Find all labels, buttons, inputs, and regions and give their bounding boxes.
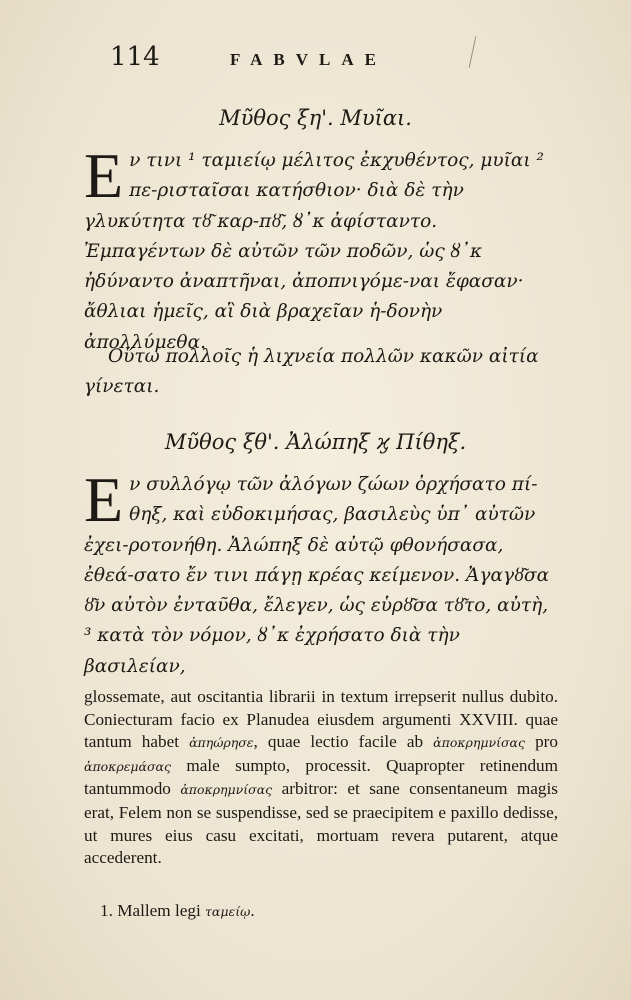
footnote — [100, 901, 255, 921]
note-text: , quae lectio facile ab — [253, 732, 434, 752]
note-greek: ἀποκρημνίσας — [180, 782, 273, 798]
page-number: 114 — [110, 42, 160, 72]
page-header — [110, 42, 540, 82]
note-text: male sumpto, processit. Quapropter retinendum tantummodo — [84, 755, 558, 799]
fable-text-109 — [84, 464, 558, 682]
fable-title-108: Μῦθος ξη'. Μυῖαι. — [219, 106, 412, 130]
drop-cap: E — [84, 140, 124, 211]
commentary-note — [84, 686, 558, 870]
note-text: arbitror: et sane consentaneum magis erat, Felem non se suspendisse, sed se praecipitem e paxillo dedisse, ut mures eius casu excitati, mortuam revera putarent, atque accederent. — [84, 779, 558, 868]
fable-title-109: Μῦθος ξθ'. Ἀλώπηξ ϗ Πίθηξ. — [164, 430, 467, 454]
footnote-text: Mallem legi — [117, 901, 206, 920]
note-greek: ἀποκρεμάσας — [84, 758, 171, 774]
fable-body-109: ν συλλόγῳ τῶν ἀλόγων ζώων ὀρχήσατο πί-θηξ, καὶ εὐδοκιμήσας, βασιλεὺς ὑπ᾽ αὐτῶν ἐχει-ροτονήθη. Ἀλώπηξ δὲ αὐτῷ φθονήσασα, ἐθεά-σατο ἔν τινι πάγῃ κρέας κείμενον. Ἀγαγȣ͂σα ȣ͂ν αὐτὸν ἐνταῦθα, ἔλεγεν, ὡς εὑρȣ͂σα τȣ͂το, αὐτὴ, ³ κατὰ τὸν νόμον, ȣ᾿κ ἐχρήσατο διὰ τὴν βασιλείαν, — [84, 474, 550, 677]
fable-moral-108: Οὕτω πολλοῖς ἡ λιχνεία πολλῶν κακῶν αἰτία γίνεται. — [84, 346, 539, 398]
note-greek: ἀπηώρησε — [189, 735, 254, 751]
note-text: glossemate, aut oscitantia librarii in textum irrepserit nullus dubito. Coniecturam facio ex Planudea eiusdem argumenti XXVIII. quae tantum habet — [84, 687, 558, 752]
fable-body-108: ν τινι ¹ ταμιείῳ μέλιτος ἐκχυθέντος, μυῖαι ² πε-ρισταῖσαι κατήσθιον· διὰ δὲ τὴν γλυκύτητα τȣ͂ καρ-πȣ͂, ȣ᾿κ ἀφίσταντο. Ἐμπαγέντων δὲ αὐτῶν τῶν ποδῶν, ὡς ȣ᾿κ ἠδύναντο ἀναπτῆναι, ἀποπνιγόμε-ναι ἔφασαν· ἄθλιαι ἡμεῖς, αἳ διὰ βραχεῖαν ἡ-δονὴν ἀπολλύμεθα. — [84, 150, 544, 353]
footnote-greek: ταμείῳ — [205, 904, 251, 919]
note-text: pro — [525, 732, 558, 752]
footnote-marker: 1. — [100, 901, 113, 920]
running-head: FABVLAE — [230, 50, 387, 69]
fable-text-108 — [84, 140, 558, 358]
drop-cap: E — [84, 464, 124, 535]
note-greek: ἀποκρημνίσας — [433, 735, 525, 751]
footnote-end: . — [250, 901, 255, 920]
